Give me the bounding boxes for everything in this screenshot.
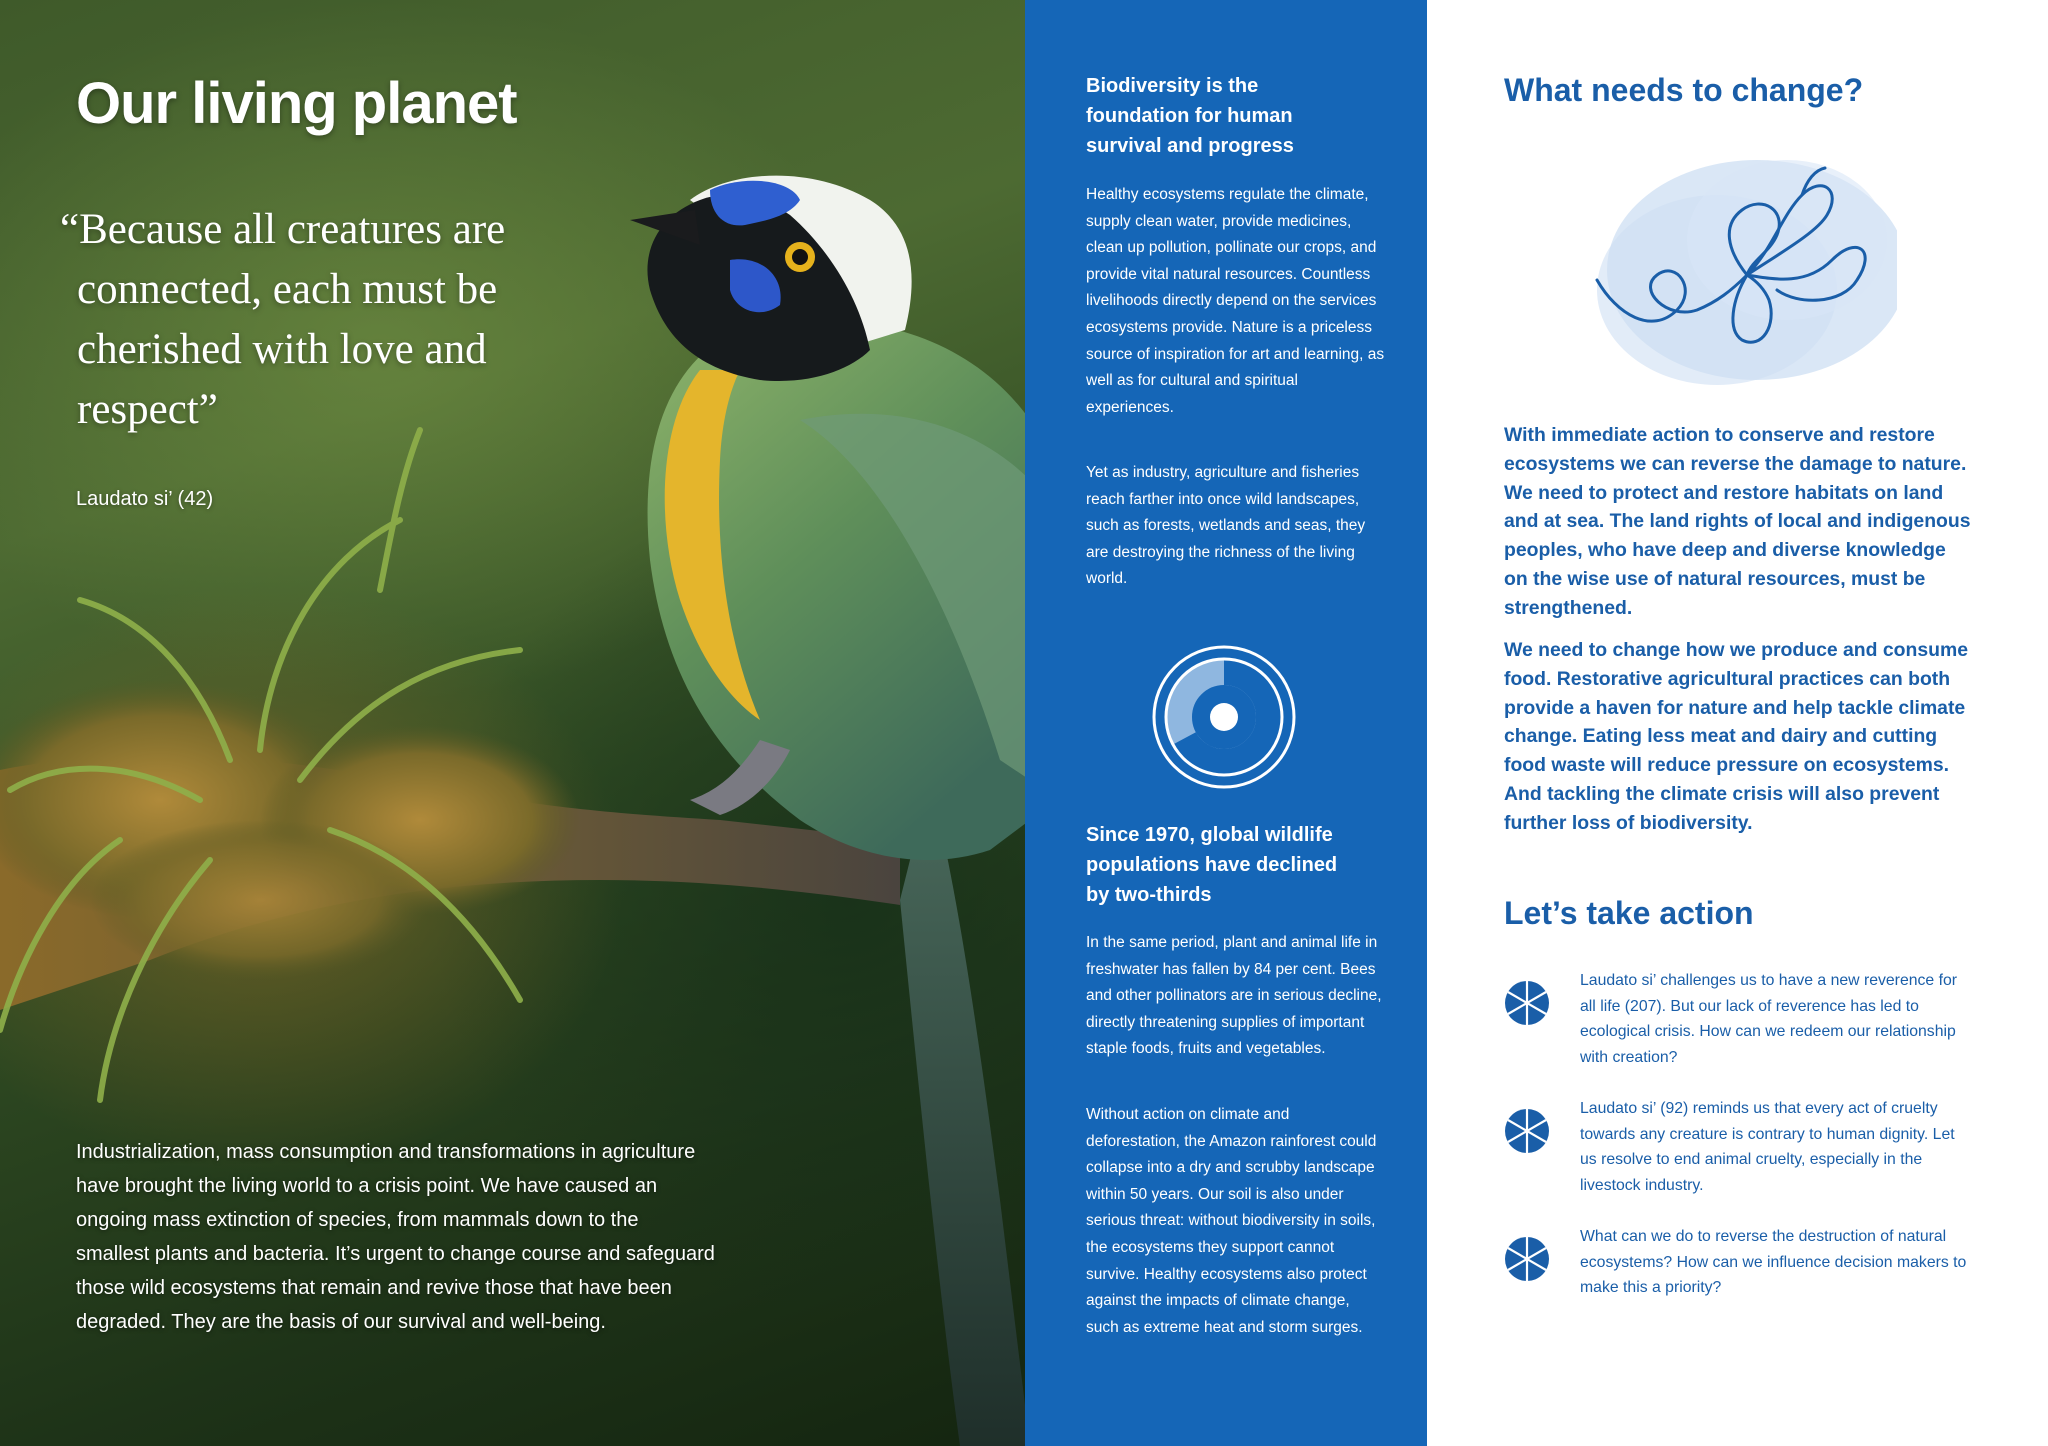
what-needs-to-change-heading: What needs to change? <box>1504 72 1864 108</box>
intro-paragraph: Industrialization, mass consumption and transformations in agriculture have brought the living world to a crisis point. We have caused an ongoing mass extinction of species, from mammals down to the smallest plants and bacteria. It’s urgent to change course and safeguard those wild ecosystems that remain and revive those that have been degraded. They are the basis of our survival and well-being. <box>76 1141 715 1333</box>
donut-center-dot <box>1210 703 1238 731</box>
freshwater-paragraph: In the same period, plant and animal life in freshwater has fallen by 84 per cent. Bees and other pollinators are in serious decline, directly threatening supplies of important staple foods, fruits and vegetables. <box>1086 934 1382 1058</box>
action-item-text: What can we do to reverse the destruction of natural ecosystems? How can we influence decision makers to make this a priority? <box>1580 1228 1967 1297</box>
food-production-paragraph: We need to change how we produce and consume food. Restorative agricultural practices can both provide a haven for nature and help tackle climate change. Eating less meat and dairy and cutting food waste will reduce pressure on ecosystems. And tackling the climate crisis will also prevent further loss of biodiversity. <box>1504 639 1969 834</box>
action-item-text: Laudato si’ (92) reminds us that every act of cruelty towards any creature is contrary to human dignity. Let us resolve to end animal cruelty, especially in the livestock industry. <box>1580 1100 1955 1194</box>
page-title: Our living planet <box>76 71 517 136</box>
wildlife-decline-donut-chart <box>1150 643 1298 791</box>
pull-quote: “Because all creatures are connected, each must be cherished with love and respect” <box>60 206 506 433</box>
amazon-paragraph: Without action on climate and deforestation, the Amazon rainforest could collapse into a dry and scrubby landscape within 50 years. Our soil is also under serious threat: without biodiversity in soils, the ecosystems they support cannot survive. Healthy ecosystems also protect against the impacts of climate change, such as extreme heat and storm surges. <box>1086 1106 1377 1336</box>
reflection-icon <box>1504 1236 1550 1282</box>
right-column <box>1427 0 2048 1446</box>
biodiversity-heading: Biodiversity is the foundation for human survival and progress <box>1086 75 1294 157</box>
lets-take-action-heading: Let’s take action <box>1504 895 1754 931</box>
bird-tail <box>900 780 1030 1446</box>
reflection-icon <box>1504 1108 1550 1154</box>
butterfly-illustration <box>1557 140 1897 400</box>
action-item-text: Laudato si’ challenges us to have a new reverence for all life (207). But our lack of reverence has led to ecological crisis. How can we redeem our relationship with creation? <box>1580 972 1958 1066</box>
industry-paragraph: Yet as industry, agriculture and fisheries reach farther into once wild landscapes, such as forests, wetlands and seas, they are destroying the richness of the living world. <box>1086 464 1366 588</box>
reflection-icon <box>1504 980 1550 1026</box>
quote-source: Laudato si’ (42) <box>76 488 214 510</box>
conserve-restore-paragraph: With immediate action to conserve and restore ecosystems we can reverse the damage to nature. We need to protect and restore habitats on land and at sea. The land rights of local and indigenous peoples, who have deep and diverse knowledge on the wise use of natural resources, must be strengthened. <box>1504 424 1971 619</box>
biodiversity-paragraph: Healthy ecosystems regulate the climate, supply clean water, provide medicines, clean up pollution, pollinate our crops, and provide vital natural resources. Countless livelihoods directly depend on the services ecosystems provide. Nature is a priceless source of inspiration for art and learning, as well as for cultural and spiritual experiences. <box>1086 186 1385 416</box>
moss <box>90 820 430 980</box>
wildlife-decline-heading: Since 1970, global wildlife populations have declined by two-thirds <box>1086 824 1338 906</box>
blue-sidebar-column <box>1025 0 1427 1446</box>
